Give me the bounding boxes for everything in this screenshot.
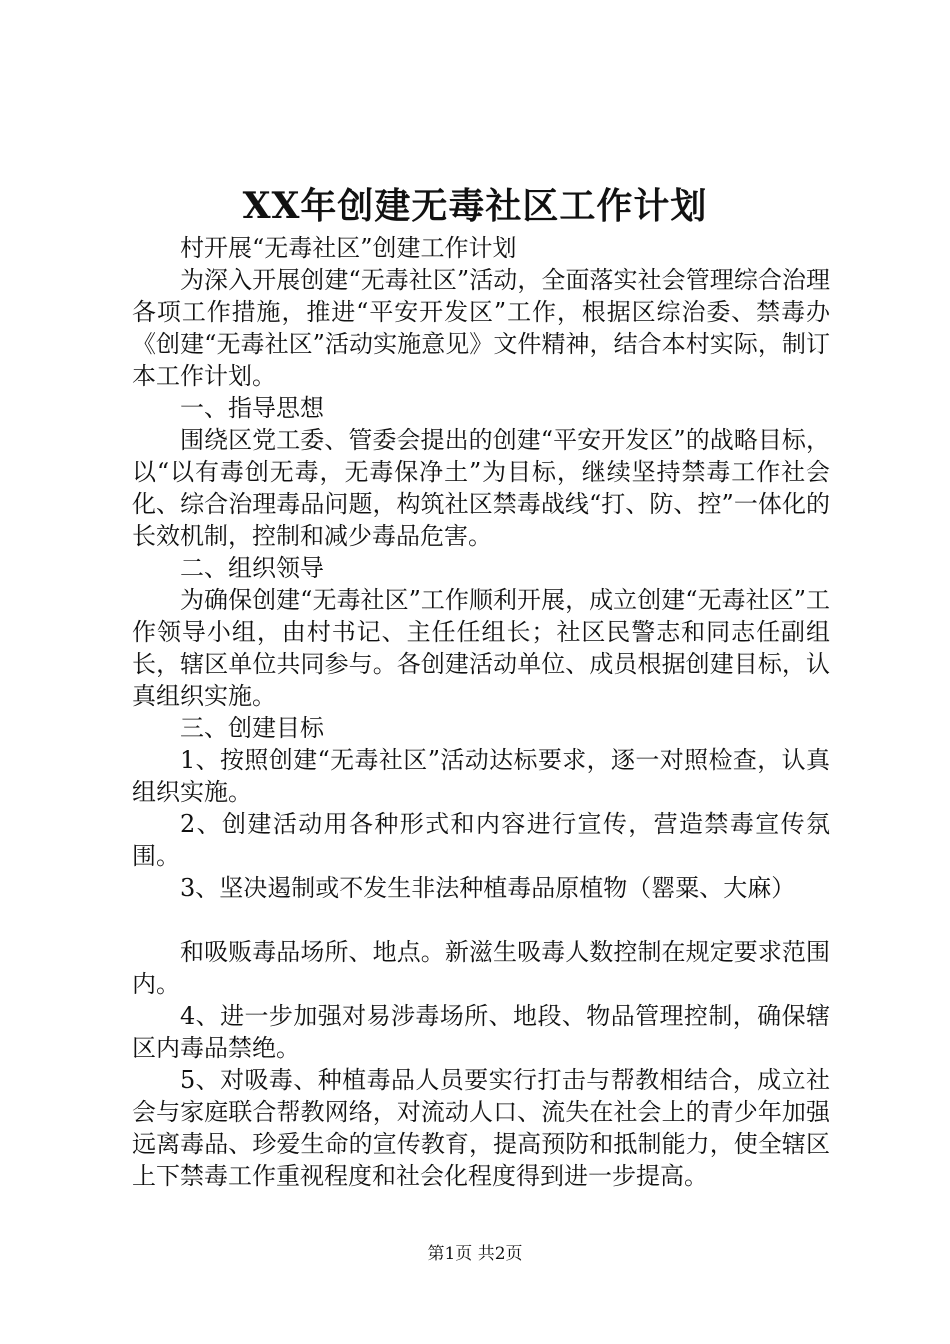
goal-item-5: 5、对吸毒、种植毒品人员要实行打击与帮教相结合，成立社会与家庭联合帮教网络，对流动人口、流失在社会上的青少年加强远离毒品、珍爱生命的宣传教育，提高预防和抵制能力，使全辖区上下禁毒工作重视程度和社会化程度得到进一步提高。 xyxy=(132,1066,830,1190)
paragraph-intro: 为深入开展创建“无毒社区”活动，全面落实社会管理综合治理各项工作措施，推进“平安开发区”工作，根据区综治委、禁毒办《创建“无毒社区”活动实施意见》文件精神，结合本村实际，制订本工作计划。 xyxy=(132,266,830,390)
goal-item-3-continued: 和吸贩毒品场所、地点。新滋生吸毒人数控制在规定要求范围内。 xyxy=(132,938,830,998)
paragraph-guiding-thought: 围绕区党工委、管委会提出的创建“平安开发区”的战略目标，以“以有毒创无毒，无毒保净土”为目标，继续坚持禁毒工作社会化、综合治理毒品问题，构筑社区禁毒战线“打、防、控”一体化的长效机制，控制和减少毒品危害。 xyxy=(132,426,830,550)
goal-item-1: 1、按照创建“无毒社区”活动达标要求，逐一对照检查，认真组织实施。 xyxy=(132,746,830,806)
section-heading-organization: 二、组织领导 xyxy=(180,554,324,582)
goal-item-3: 3、坚决遏制或不发生非法种植毒品原植物（罂粟、大麻） xyxy=(180,874,796,902)
section-heading-goals: 三、创建目标 xyxy=(180,714,324,742)
goal-item-2: 2、创建活动用各种形式和内容进行宣传，营造禁毒宣传氛围。 xyxy=(132,810,830,870)
paragraph-subtitle: 村开展“无毒社区”创建工作计划 xyxy=(180,234,517,262)
document-body xyxy=(132,232,830,1192)
section-heading-guiding-thought: 一、指导思想 xyxy=(180,394,324,422)
page-footer: 第1页 共2页 xyxy=(427,1244,523,1264)
paragraph-organization: 为确保创建“无毒社区”工作顺利开展，成立创建“无毒社区”工作领导小组，由村书记、主任任组长；社区民警志和同志任副组长，辖区单位共同参与。各创建活动单位、成员根据创建目标，认真组织实施。 xyxy=(132,586,830,710)
document-title: XX年创建无毒社区工作计划 xyxy=(242,185,708,227)
goal-item-4: 4、进一步加强对易涉毒场所、地段、物品管理控制，确保辖区内毒品禁绝。 xyxy=(132,1002,830,1062)
